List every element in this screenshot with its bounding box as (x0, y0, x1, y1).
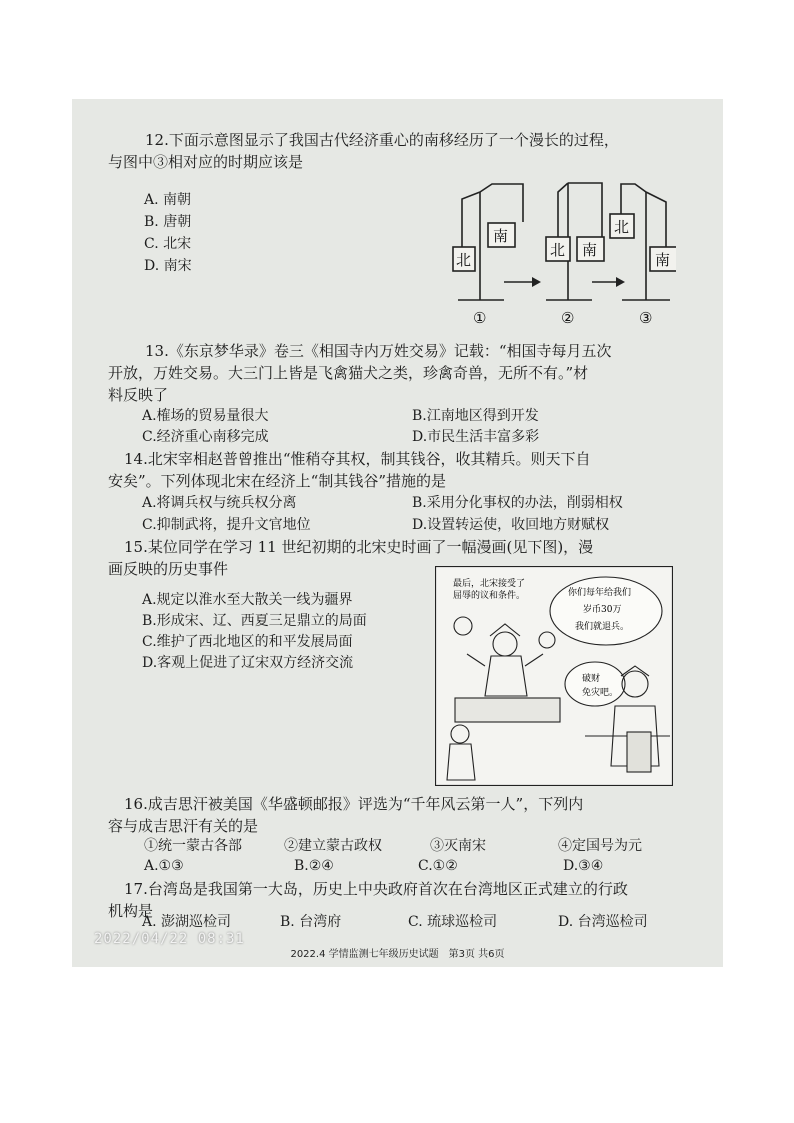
q17-option-a: A. 澎湖巡检司 (142, 914, 232, 930)
q17-option-b: B. 台湾府 (280, 914, 342, 930)
q17-stem-2: 机构是 (108, 902, 154, 920)
cartoon-bubble1-3: 我们就退兵。 (575, 622, 630, 632)
q15-option-d: D.客观上促进了辽宋双方经济交流 (142, 655, 354, 671)
q16-option-d: D.③④ (563, 858, 604, 874)
q17-stem-1: 17.台湾岛是我国第一大岛，历史上中央政府首次在台湾地区正式建立的行政 (124, 880, 628, 898)
photo-timestamp: 2022/04/22 08:31 (94, 931, 245, 947)
q15-option-c: C.维护了西北地区的和平发展局面 (142, 634, 353, 650)
q15-cartoon (435, 566, 673, 786)
diagram-label-3: ③ (639, 309, 653, 327)
q16-option-b: B.②④ (294, 858, 334, 874)
q12-option-d: D. 南宋 (144, 258, 192, 274)
q13-option-b: B.江南地区得到开发 (412, 408, 539, 424)
diagram-label-2: ② (561, 309, 575, 327)
q16-option-c: C.①② (418, 858, 458, 874)
diagram-north-1: 北 (456, 251, 472, 269)
q13-stem-1: 13.《东京梦华录》卷三《相国寺内万姓交易》记载：“相国寺每月五次 (145, 342, 612, 360)
q16-stem-1: 16.成吉思汗被美国《华盛顿邮报》评选为“千年风云第一人”，下列内 (124, 795, 584, 813)
q14-option-b: B.采用分化事权的办法，削弱相权 (412, 495, 623, 511)
q13-stem-3: 料反映了 (108, 386, 169, 404)
q14-option-d: D.设置转运使，收回地方财赋权 (412, 517, 610, 533)
cartoon-bubble1-1: 你们每年给我们 (568, 588, 632, 598)
q17-option-c: C. 琉球巡检司 (408, 914, 498, 930)
q12-stem-2: 与图中③相对应的时期应该是 (108, 153, 304, 171)
page-footer: 2022.4 学情监测七年级历史试题 第3页 共6页 (290, 949, 505, 960)
q14-option-c: C.抑制武将，提升文官地位 (142, 517, 311, 533)
q13-option-d: D.市民生活丰富多彩 (412, 429, 540, 445)
exam-photo (72, 99, 723, 967)
q15-stem-2: 画反映的历史事件 (108, 560, 229, 578)
q14-stem-1: 14.北宋宰相赵普曾推出“惟稍夺其权，制其钱谷，收其精兵。则天下自 (124, 450, 591, 468)
q16-option-a: A.①③ (144, 858, 184, 874)
q16-item-3: ③灭南宋 (430, 838, 486, 854)
diagram-south-1: 南 (493, 227, 509, 245)
q15-stem-1: 15.某位同学在学习 11 世纪初期的北宋史时画了一幅漫画(见下图)，漫 (124, 538, 594, 556)
q12-center-shift-diagram (444, 177, 676, 329)
diagram-north-3: 北 (614, 218, 630, 236)
cartoon-bubble1-2: 岁币30万 (583, 605, 622, 615)
q12-option-c: C. 北宋 (144, 236, 192, 252)
q16-stem-2: 容与成吉思汗有关的是 (108, 817, 259, 835)
q16-item-4: ④定国号为元 (558, 838, 642, 854)
q14-stem-2: 安矣”。下列体现北宋在经济上“制其钱谷”措施的是 (108, 472, 447, 490)
diagram-south-2: 南 (582, 241, 598, 259)
q17-option-d: D. 台湾巡检司 (558, 914, 648, 930)
q13-stem-2: 开放，万姓交易。大三门上皆是飞禽猫犬之类，珍禽奇兽，无所不有。”材 (108, 364, 589, 382)
cartoon-caption-1: 最后，北宋接受了 (453, 579, 526, 589)
diagram-label-1: ① (473, 309, 487, 327)
cartoon-bubble2-2: 免灾吧。 (582, 688, 619, 698)
q12-option-a: A. 南朝 (144, 192, 192, 208)
cartoon-bubble2-1: 破财 (582, 674, 601, 684)
q15-option-a: A.规定以淮水至大散关一线为疆界 (142, 592, 353, 608)
q13-option-a: A.榷场的贸易量很大 (142, 408, 269, 424)
cartoon-caption-2: 屈辱的议和条件。 (453, 591, 526, 601)
q12-stem-1: 12.下面示意图显示了我国古代经济重心的南移经历了一个漫长的过程， (145, 131, 619, 149)
q13-option-c: C.经济重心南移完成 (142, 429, 269, 445)
q16-item-1: ①统一蒙古各部 (144, 838, 242, 854)
q14-option-a: A.将调兵权与统兵权分离 (142, 495, 297, 511)
q12-option-b: B. 唐朝 (144, 214, 192, 230)
diagram-south-3: 南 (655, 251, 671, 269)
diagram-north-2: 北 (550, 241, 566, 259)
q16-item-2: ②建立蒙古政权 (284, 838, 382, 854)
q15-option-b: B.形成宋、辽、西夏三足鼎立的局面 (142, 613, 367, 629)
